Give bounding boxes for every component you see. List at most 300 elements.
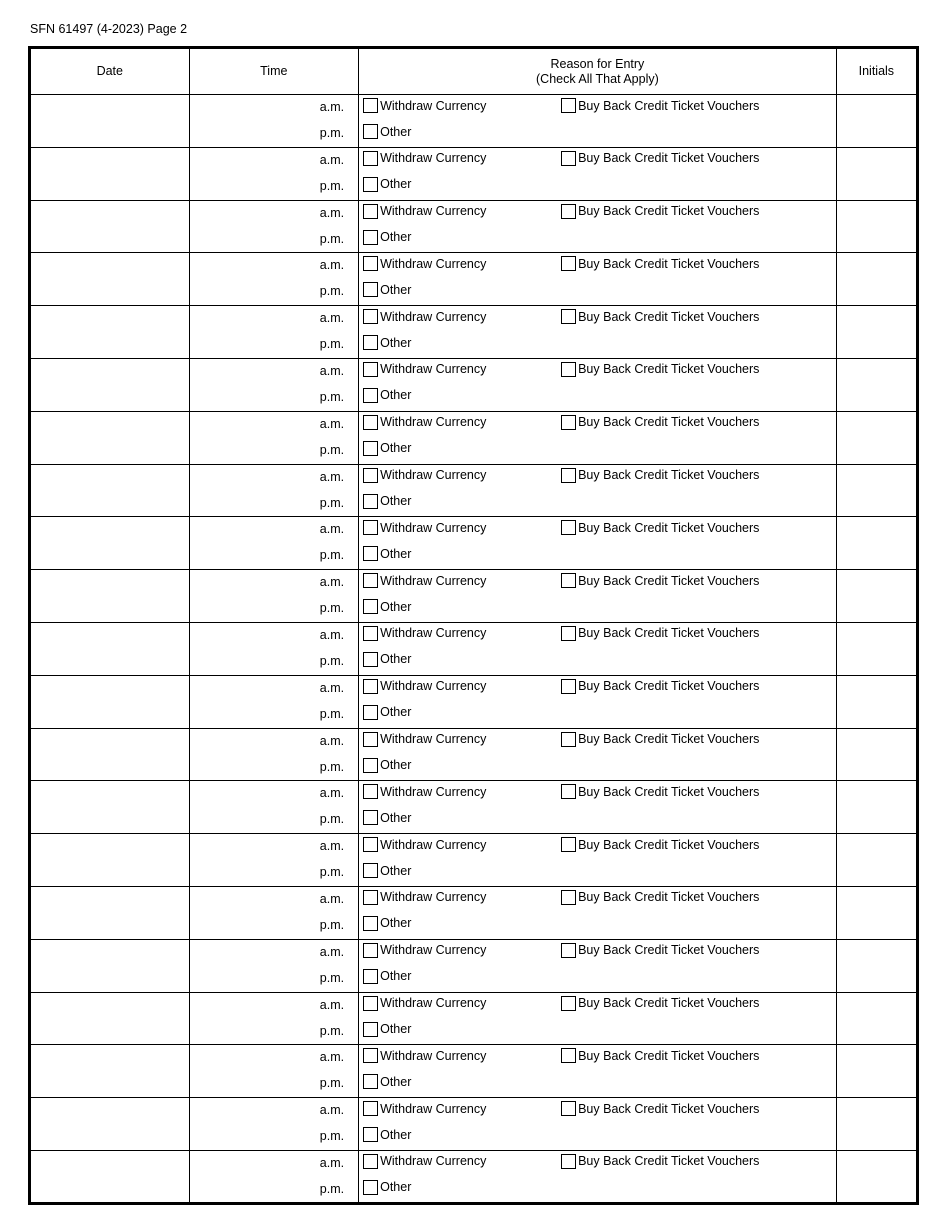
time-field[interactable] — [189, 1150, 359, 1203]
other-option[interactable] — [363, 1127, 411, 1142]
buy-back-checkbox[interactable] — [561, 890, 576, 905]
withdraw-currency-checkbox[interactable] — [363, 362, 378, 377]
other-checkbox[interactable] — [363, 969, 378, 984]
withdraw-currency-checkbox[interactable] — [363, 151, 378, 166]
reason-cell — [359, 1098, 837, 1151]
table-row — [30, 570, 918, 623]
other-option[interactable] — [363, 652, 411, 667]
pm-label: p.m. — [319, 759, 345, 774]
reason-cell — [359, 95, 837, 148]
buy-back-option[interactable] — [561, 996, 759, 1011]
time-field[interactable] — [189, 306, 359, 359]
other-checkbox[interactable] — [363, 1180, 378, 1195]
am-label: a.m. — [319, 891, 345, 906]
initials-field[interactable] — [836, 411, 917, 464]
am-label: a.m. — [319, 627, 345, 642]
initials-field[interactable] — [836, 147, 917, 200]
reason-cell — [359, 886, 837, 939]
withdraw-currency-checkbox[interactable] — [363, 943, 378, 958]
time-field[interactable] — [189, 834, 359, 887]
other-label: Other — [380, 810, 412, 825]
withdraw-currency-checkbox[interactable] — [363, 573, 378, 588]
am-label: a.m. — [319, 1050, 345, 1065]
withdraw-currency-label: Withdraw Currency — [380, 1101, 487, 1116]
pm-label: p.m. — [319, 1129, 345, 1144]
buy-back-option[interactable] — [561, 415, 759, 430]
other-label: Other — [380, 335, 412, 350]
date-column-header: Date — [30, 48, 190, 95]
initials-field[interactable] — [836, 253, 917, 306]
pm-label: p.m. — [319, 706, 345, 721]
initials-field[interactable] — [836, 886, 917, 939]
buy-back-checkbox[interactable] — [561, 98, 576, 113]
initials-field[interactable] — [836, 622, 917, 675]
initials-field[interactable] — [836, 358, 917, 411]
other-checkbox[interactable] — [363, 810, 378, 825]
initials-field[interactable] — [836, 675, 917, 728]
withdraw-currency-label: Withdraw Currency — [380, 256, 487, 271]
other-checkbox[interactable] — [363, 705, 378, 720]
time-field[interactable] — [189, 675, 359, 728]
other-label: Other — [380, 758, 412, 773]
other-checkbox[interactable] — [363, 916, 378, 931]
other-option[interactable] — [363, 810, 411, 825]
withdraw-currency-checkbox[interactable] — [363, 784, 378, 799]
am-label: a.m. — [319, 575, 345, 590]
other-label: Other — [380, 124, 412, 139]
date-field[interactable] — [30, 1045, 190, 1098]
pm-label: p.m. — [319, 601, 345, 616]
buy-back-checkbox[interactable] — [561, 415, 576, 430]
time-column-header: Time — [189, 48, 359, 95]
am-label: a.m. — [319, 1103, 345, 1118]
initials-field[interactable] — [836, 200, 917, 253]
table-row — [30, 886, 918, 939]
other-checkbox[interactable] — [363, 546, 378, 561]
pm-label: p.m. — [319, 653, 345, 668]
withdraw-currency-label: Withdraw Currency — [380, 837, 487, 852]
buy-back-checkbox[interactable] — [561, 679, 576, 694]
other-checkbox[interactable] — [363, 388, 378, 403]
reason-cell — [359, 200, 837, 253]
date-field[interactable] — [30, 200, 190, 253]
buy-back-label: Buy Back Credit Ticket Vouchers — [578, 943, 760, 958]
buy-back-checkbox[interactable] — [561, 1154, 576, 1169]
buy-back-label: Buy Back Credit Ticket Vouchers — [578, 996, 760, 1011]
other-label: Other — [380, 705, 412, 720]
buy-back-option[interactable] — [561, 679, 759, 694]
am-label: a.m. — [319, 311, 345, 326]
withdraw-currency-label: Withdraw Currency — [380, 151, 487, 166]
withdraw-currency-checkbox[interactable] — [363, 204, 378, 219]
withdraw-currency-checkbox[interactable] — [363, 837, 378, 852]
withdraw-currency-checkbox[interactable] — [363, 468, 378, 483]
initials-column-header: Initials — [836, 48, 917, 95]
withdraw-currency-option[interactable] — [363, 996, 486, 1011]
buy-back-option[interactable] — [561, 309, 759, 324]
withdraw-currency-option[interactable] — [363, 520, 486, 535]
time-field[interactable] — [189, 411, 359, 464]
other-checkbox[interactable] — [363, 230, 378, 245]
withdraw-currency-checkbox[interactable] — [363, 415, 378, 430]
reason-cell — [359, 834, 837, 887]
buy-back-label: Buy Back Credit Ticket Vouchers — [578, 468, 760, 483]
date-field[interactable] — [30, 1098, 190, 1151]
other-label: Other — [380, 969, 412, 984]
date-field[interactable] — [30, 517, 190, 570]
withdraw-currency-label: Withdraw Currency — [380, 362, 487, 377]
table-row — [30, 1150, 918, 1203]
buy-back-option[interactable] — [561, 890, 759, 905]
reason-cell — [359, 570, 837, 623]
withdraw-currency-option[interactable] — [363, 204, 486, 219]
am-label: a.m. — [319, 416, 345, 431]
other-label: Other — [380, 546, 412, 561]
withdraw-currency-label: Withdraw Currency — [380, 468, 487, 483]
withdraw-currency-checkbox[interactable] — [363, 520, 378, 535]
date-field[interactable] — [30, 253, 190, 306]
withdraw-currency-option[interactable] — [363, 784, 486, 799]
buy-back-option[interactable] — [561, 362, 759, 377]
time-field[interactable] — [189, 622, 359, 675]
pm-label: p.m. — [319, 917, 345, 932]
withdraw-currency-label: Withdraw Currency — [380, 415, 487, 430]
time-field[interactable] — [189, 992, 359, 1045]
reason-cell — [359, 517, 837, 570]
buy-back-label: Buy Back Credit Ticket Vouchers — [578, 520, 760, 535]
initials-field[interactable] — [836, 306, 917, 359]
buy-back-checkbox[interactable] — [561, 309, 576, 324]
date-field[interactable] — [30, 464, 190, 517]
other-option[interactable] — [363, 916, 411, 931]
other-option[interactable] — [363, 230, 411, 245]
date-field[interactable] — [30, 147, 190, 200]
other-checkbox[interactable] — [363, 1127, 378, 1142]
buy-back-label: Buy Back Credit Ticket Vouchers — [578, 573, 760, 588]
date-field[interactable] — [30, 306, 190, 359]
time-field[interactable] — [189, 781, 359, 834]
other-label: Other — [380, 1127, 412, 1142]
date-field[interactable] — [30, 939, 190, 992]
other-option[interactable] — [363, 335, 411, 350]
other-option[interactable] — [363, 1022, 411, 1037]
buy-back-label: Buy Back Credit Ticket Vouchers — [578, 309, 760, 324]
time-field[interactable] — [189, 1045, 359, 1098]
buy-back-checkbox[interactable] — [561, 837, 576, 852]
withdraw-currency-option[interactable] — [363, 837, 486, 852]
other-label: Other — [380, 599, 412, 614]
reason-cell — [359, 147, 837, 200]
other-option[interactable] — [363, 441, 411, 456]
other-checkbox[interactable] — [363, 758, 378, 773]
withdraw-currency-label: Withdraw Currency — [380, 520, 487, 535]
buy-back-option[interactable] — [561, 943, 759, 958]
withdraw-currency-option[interactable] — [363, 98, 486, 113]
withdraw-currency-option[interactable] — [363, 890, 486, 905]
withdraw-currency-option[interactable] — [363, 732, 486, 747]
buy-back-option[interactable] — [561, 98, 759, 113]
withdraw-currency-option[interactable] — [363, 943, 486, 958]
buy-back-option[interactable] — [561, 837, 759, 852]
date-field[interactable] — [30, 675, 190, 728]
withdraw-currency-option[interactable] — [363, 468, 486, 483]
initials-field[interactable] — [836, 834, 917, 887]
withdraw-currency-option[interactable] — [363, 1101, 486, 1116]
other-option[interactable] — [363, 1074, 411, 1089]
pm-label: p.m. — [319, 231, 345, 246]
withdraw-currency-checkbox[interactable] — [363, 98, 378, 113]
time-field[interactable] — [189, 200, 359, 253]
withdraw-currency-option[interactable] — [363, 1154, 486, 1169]
other-option[interactable] — [363, 494, 411, 509]
buy-back-checkbox[interactable] — [561, 573, 576, 588]
withdraw-currency-checkbox[interactable] — [363, 732, 378, 747]
withdraw-currency-checkbox[interactable] — [363, 256, 378, 271]
buy-back-option[interactable] — [561, 573, 759, 588]
other-checkbox[interactable] — [363, 494, 378, 509]
buy-back-option[interactable] — [561, 204, 759, 219]
time-field[interactable] — [189, 939, 359, 992]
reason-cell — [359, 992, 837, 1045]
other-option[interactable] — [363, 705, 411, 720]
table-row — [30, 675, 918, 728]
pm-label: p.m. — [319, 284, 345, 299]
table-row — [30, 622, 918, 675]
table-row — [30, 1098, 918, 1151]
date-field[interactable] — [30, 358, 190, 411]
withdraw-currency-checkbox[interactable] — [363, 1154, 378, 1169]
withdraw-currency-checkbox[interactable] — [363, 626, 378, 641]
date-field[interactable] — [30, 886, 190, 939]
buy-back-checkbox[interactable] — [561, 151, 576, 166]
time-field[interactable] — [189, 95, 359, 148]
withdraw-currency-label: Withdraw Currency — [380, 204, 487, 219]
am-label: a.m. — [319, 469, 345, 484]
buy-back-checkbox[interactable] — [561, 362, 576, 377]
other-option[interactable] — [363, 177, 411, 192]
buy-back-label: Buy Back Credit Ticket Vouchers — [578, 362, 760, 377]
am-label: a.m. — [319, 258, 345, 273]
table-row — [30, 306, 918, 359]
buy-back-option[interactable] — [561, 626, 759, 641]
date-field[interactable] — [30, 95, 190, 148]
buy-back-label: Buy Back Credit Ticket Vouchers — [578, 1101, 760, 1116]
buy-back-checkbox[interactable] — [561, 996, 576, 1011]
other-option[interactable] — [363, 1180, 411, 1195]
buy-back-checkbox[interactable] — [561, 468, 576, 483]
buy-back-option[interactable] — [561, 151, 759, 166]
buy-back-checkbox[interactable] — [561, 732, 576, 747]
withdraw-currency-checkbox[interactable] — [363, 996, 378, 1011]
initials-field[interactable] — [836, 570, 917, 623]
buy-back-checkbox[interactable] — [561, 204, 576, 219]
am-label: a.m. — [319, 1155, 345, 1170]
other-option[interactable] — [363, 388, 411, 403]
form-identifier: SFN 61497 (4-2023) Page 2 — [30, 22, 188, 36]
buy-back-label: Buy Back Credit Ticket Vouchers — [578, 679, 760, 694]
date-field[interactable] — [30, 411, 190, 464]
other-checkbox[interactable] — [363, 1022, 378, 1037]
withdraw-currency-option[interactable] — [363, 362, 486, 377]
withdraw-currency-checkbox[interactable] — [363, 1101, 378, 1116]
withdraw-currency-checkbox[interactable] — [363, 679, 378, 694]
buy-back-label: Buy Back Credit Ticket Vouchers — [578, 415, 760, 430]
date-field[interactable] — [30, 1150, 190, 1203]
reason-cell — [359, 781, 837, 834]
withdraw-currency-label: Withdraw Currency — [380, 732, 487, 747]
table-row — [30, 517, 918, 570]
table-row — [30, 95, 918, 148]
other-checkbox[interactable] — [363, 1074, 378, 1089]
date-field[interactable] — [30, 781, 190, 834]
other-checkbox[interactable] — [363, 863, 378, 878]
withdraw-currency-option[interactable] — [363, 573, 486, 588]
other-checkbox[interactable] — [363, 335, 378, 350]
withdraw-currency-label: Withdraw Currency — [380, 98, 487, 113]
other-option[interactable] — [363, 969, 411, 984]
pm-label: p.m. — [319, 337, 345, 352]
buy-back-checkbox[interactable] — [561, 520, 576, 535]
buy-back-option[interactable] — [561, 468, 759, 483]
withdraw-currency-option[interactable] — [363, 151, 486, 166]
buy-back-label: Buy Back Credit Ticket Vouchers — [578, 256, 760, 271]
pm-label: p.m. — [319, 178, 345, 193]
entry-rows — [30, 95, 918, 1204]
buy-back-label: Buy Back Credit Ticket Vouchers — [578, 204, 760, 219]
buy-back-option[interactable] — [561, 1048, 759, 1063]
other-checkbox[interactable] — [363, 124, 378, 139]
buy-back-checkbox[interactable] — [561, 1101, 576, 1116]
initials-field[interactable] — [836, 992, 917, 1045]
initials-field[interactable] — [836, 728, 917, 781]
withdraw-currency-option[interactable] — [363, 679, 486, 694]
other-label: Other — [380, 916, 412, 931]
buy-back-option[interactable] — [561, 732, 759, 747]
am-label: a.m. — [319, 680, 345, 695]
other-option[interactable] — [363, 124, 411, 139]
other-checkbox[interactable] — [363, 282, 378, 297]
time-field[interactable] — [189, 886, 359, 939]
buy-back-checkbox[interactable] — [561, 1048, 576, 1063]
other-option[interactable] — [363, 758, 411, 773]
buy-back-option[interactable] — [561, 784, 759, 799]
withdraw-currency-option[interactable] — [363, 1048, 486, 1063]
buy-back-label: Buy Back Credit Ticket Vouchers — [578, 732, 760, 747]
buy-back-label: Buy Back Credit Ticket Vouchers — [578, 890, 760, 905]
other-label: Other — [380, 230, 412, 245]
time-field[interactable] — [189, 1098, 359, 1151]
withdraw-currency-checkbox[interactable] — [363, 1048, 378, 1063]
reason-cell — [359, 675, 837, 728]
buy-back-checkbox[interactable] — [561, 943, 576, 958]
initials-field[interactable] — [836, 464, 917, 517]
other-option[interactable] — [363, 599, 411, 614]
date-field[interactable] — [30, 728, 190, 781]
other-checkbox[interactable] — [363, 441, 378, 456]
table-row — [30, 411, 918, 464]
buy-back-option[interactable] — [561, 1154, 759, 1169]
reason-cell — [359, 411, 837, 464]
other-label: Other — [380, 282, 412, 297]
other-option[interactable] — [363, 282, 411, 297]
buy-back-checkbox[interactable] — [561, 256, 576, 271]
withdraw-currency-checkbox[interactable] — [363, 309, 378, 324]
buy-back-checkbox[interactable] — [561, 626, 576, 641]
withdraw-currency-label: Withdraw Currency — [380, 573, 487, 588]
other-checkbox[interactable] — [363, 652, 378, 667]
withdraw-currency-option[interactable] — [363, 626, 486, 641]
other-label: Other — [380, 863, 412, 878]
other-label: Other — [380, 1074, 412, 1089]
buy-back-option[interactable] — [561, 256, 759, 271]
time-field[interactable] — [189, 517, 359, 570]
reason-cell — [359, 939, 837, 992]
initials-field[interactable] — [836, 517, 917, 570]
initials-field[interactable] — [836, 781, 917, 834]
time-field[interactable] — [189, 728, 359, 781]
initials-field[interactable] — [836, 95, 917, 148]
other-label: Other — [380, 177, 412, 192]
initials-field[interactable] — [836, 1150, 917, 1203]
date-field[interactable] — [30, 570, 190, 623]
reason-cell — [359, 306, 837, 359]
other-option[interactable] — [363, 863, 411, 878]
pm-label: p.m. — [319, 970, 345, 985]
buy-back-option[interactable] — [561, 1101, 759, 1116]
date-field[interactable] — [30, 622, 190, 675]
other-checkbox[interactable] — [363, 599, 378, 614]
pm-label: p.m. — [319, 495, 345, 510]
am-label: a.m. — [319, 786, 345, 801]
pm-label: p.m. — [319, 1076, 345, 1091]
am-label: a.m. — [319, 152, 345, 167]
am-label: a.m. — [319, 363, 345, 378]
withdraw-currency-label: Withdraw Currency — [380, 1154, 487, 1169]
initials-field[interactable] — [836, 1098, 917, 1151]
withdraw-currency-checkbox[interactable] — [363, 890, 378, 905]
buy-back-label: Buy Back Credit Ticket Vouchers — [578, 1154, 760, 1169]
initials-field[interactable] — [836, 1045, 917, 1098]
other-checkbox[interactable] — [363, 177, 378, 192]
reason-column-header — [359, 48, 837, 95]
buy-back-checkbox[interactable] — [561, 784, 576, 799]
other-label: Other — [380, 388, 412, 403]
withdraw-currency-option[interactable] — [363, 256, 486, 271]
buy-back-option[interactable] — [561, 520, 759, 535]
time-field[interactable] — [189, 570, 359, 623]
time-field[interactable] — [189, 253, 359, 306]
buy-back-label: Buy Back Credit Ticket Vouchers — [578, 151, 760, 166]
other-label: Other — [380, 494, 412, 509]
time-field[interactable] — [189, 358, 359, 411]
pm-label: p.m. — [319, 442, 345, 457]
table-row — [30, 781, 918, 834]
other-option[interactable] — [363, 546, 411, 561]
pm-label: p.m. — [319, 812, 345, 827]
time-field[interactable] — [189, 147, 359, 200]
withdraw-currency-option[interactable] — [363, 309, 486, 324]
other-label: Other — [380, 1180, 412, 1195]
withdraw-currency-label: Withdraw Currency — [380, 626, 487, 641]
initials-field[interactable] — [836, 939, 917, 992]
time-field[interactable] — [189, 464, 359, 517]
buy-back-label: Buy Back Credit Ticket Vouchers — [578, 626, 760, 641]
withdraw-currency-option[interactable] — [363, 415, 486, 430]
table-row — [30, 358, 918, 411]
date-field[interactable] — [30, 992, 190, 1045]
date-field[interactable] — [30, 834, 190, 887]
buy-back-label: Buy Back Credit Ticket Vouchers — [578, 1048, 760, 1063]
